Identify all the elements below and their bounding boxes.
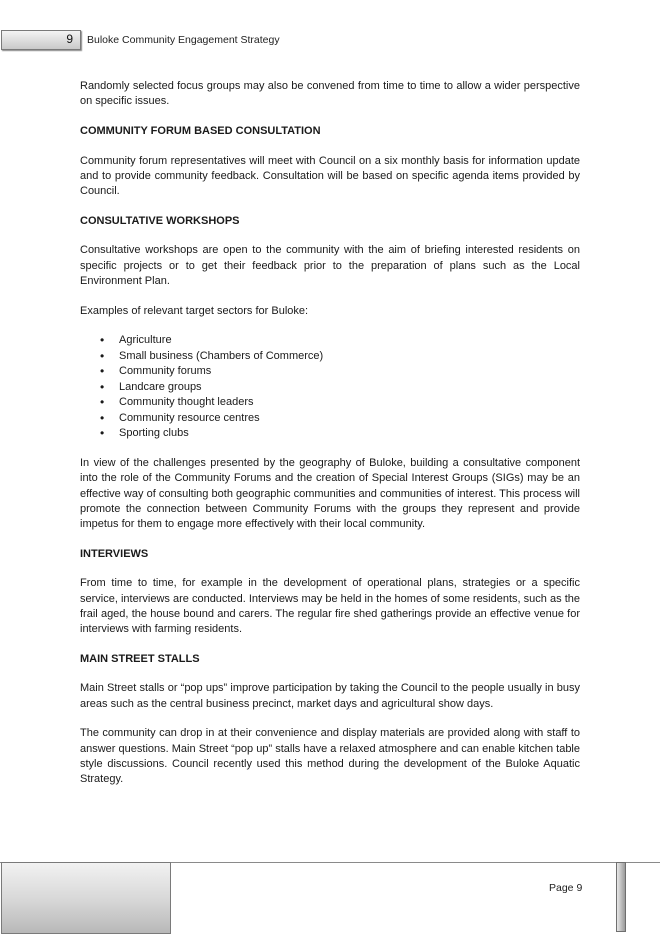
footer-page-number: Page 9 (549, 882, 583, 894)
paragraph-main-street-stalls: Main Street stalls or “pop ups” improve participation by taking the Council to the people usually in busy areas such as the central business precinct, market days and agricultural show days. (80, 682, 580, 710)
paragraph-focus-groups: Randomly selected focus groups may also be convened from time to time to allow a wider perspective on specific issues. (80, 80, 580, 108)
list-item: • Agriculture (80, 333, 580, 349)
running-header-title: Buloke Community Engagement Strategy (87, 34, 280, 46)
list-item: • Landcare groups (80, 380, 580, 396)
heading-interviews: INTERVIEWS (80, 547, 149, 560)
list-item: • Sporting clubs (80, 426, 580, 442)
heading-consultative-workshops: CONSULTATIVE WORKSHOPS (80, 214, 240, 227)
heading-community-forum: COMMUNITY FORUM BASED CONSULTATION (80, 124, 321, 137)
footer-decorative-box (1, 862, 171, 934)
paragraph-community-forum: Community forum representatives will meet with Council on a six monthly basis for information update and to provide community feedback. Consultation will be based on specific agenda items provided by Council. (80, 154, 580, 198)
target-sectors-list (80, 333, 580, 442)
paragraph-geography: In view of the challenges presented by the geography of Buloke, building a consultative component into the role of the Community Forums and the creation of Special Interest Groups (SIGs) may be an effective way of consulting both geographic communities and communities of interest. This process will promote the connection between Community Forums with the groups they represent and provide impetus for them to engage more effectively with their local community. (80, 457, 580, 531)
footer-decorative-bar (616, 862, 626, 932)
list-item: • Small business (Chambers of Commerce) (80, 349, 580, 365)
list-item: • Community forums (80, 364, 580, 380)
document-body (80, 79, 580, 802)
paragraph-main-street-popups: The community can drop in at their convenience and display materials are provided along with staff to answer questions. Main Street “pop up” stalls have a relaxed atmosphere and can enable kitchen table style discussions. Council recently used this method during the development of the Buloke Aquatic Strategy. (80, 727, 580, 785)
page-number-tab (1, 30, 81, 50)
paragraph-interviews: From time to time, for example in the development of operational plans, strategies or a specific service, interviews are conducted. Interviews may be held in the homes of some residents, such as the frail aged, the house bound and carers. The regular fire shed gatherings provide an effective venue for interviews with farming residents. (80, 577, 580, 636)
paragraph-consultative-workshops: Consultative workshops are open to the community with the aim of briefing interested residents on specific projects or to get their feedback prior to the preparation of plans such as the Local Environment Plan. (80, 244, 580, 287)
heading-main-street-stalls: MAIN STREET STALLS (80, 652, 200, 665)
page-tab-number: 9 (66, 32, 73, 46)
paragraph-target-sectors-intro: Examples of relevant target sectors for Buloke: (80, 304, 309, 317)
list-item: • Community resource centres (80, 411, 580, 427)
list-item: • Community thought leaders (80, 395, 580, 411)
